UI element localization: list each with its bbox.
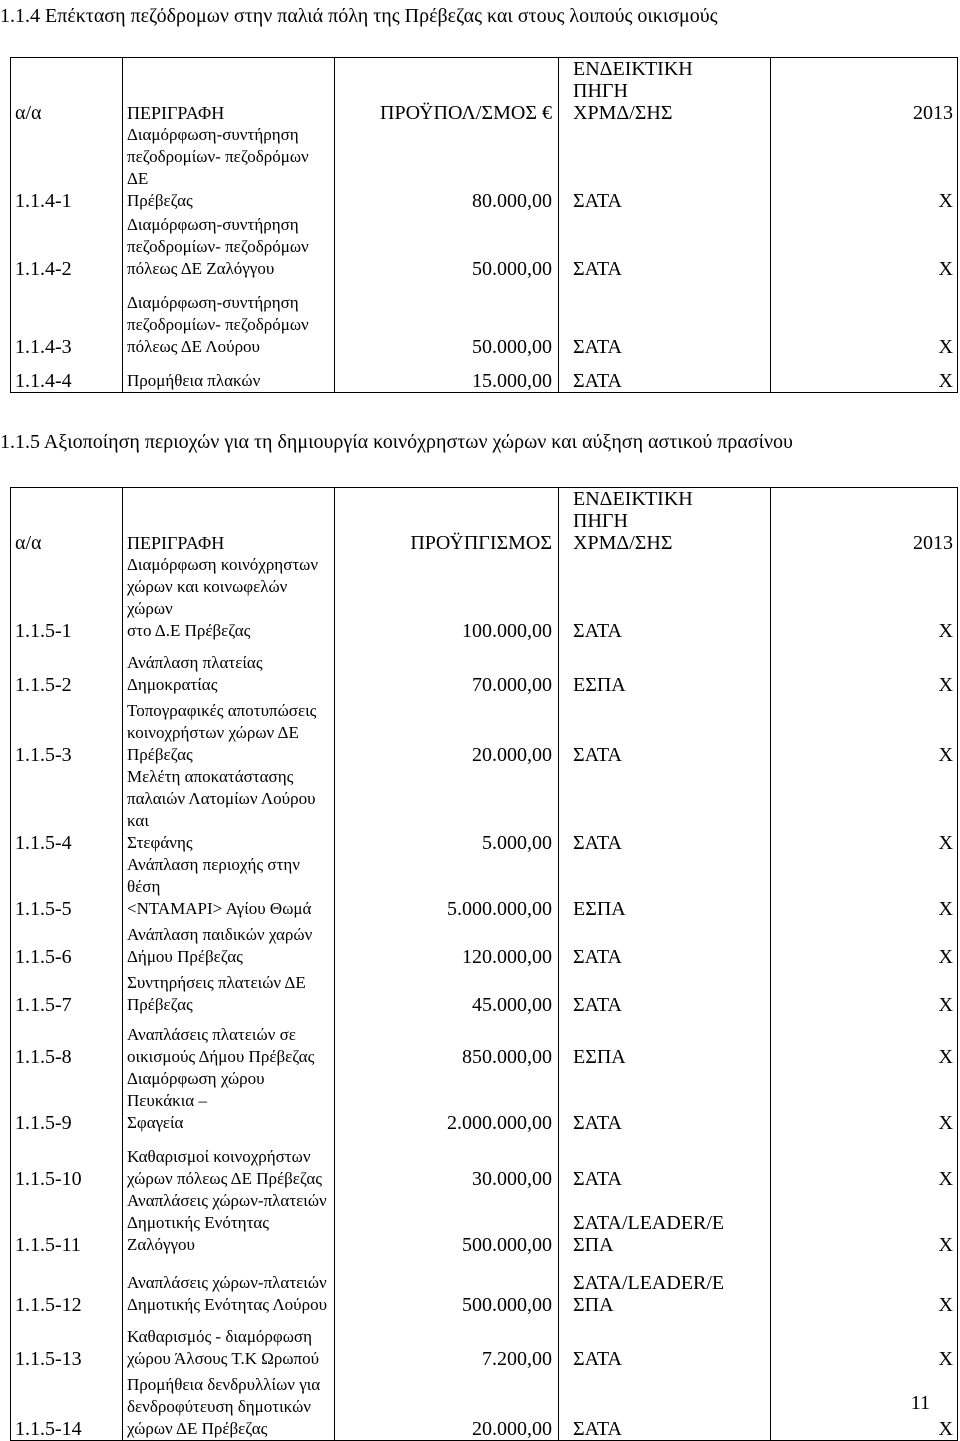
table-row [11,1068,958,1134]
row-description [123,920,335,968]
row-source-line: ΣΑΤΑ [573,1348,622,1370]
row-year-mark: Χ [771,642,958,696]
row-description [123,766,335,854]
table-header-row [11,58,958,125]
table-row [11,854,958,920]
row-source [559,854,771,920]
row-id: 1.1.5-3 [11,696,123,766]
row-year-mark: Χ [771,212,958,280]
header-source [559,488,771,555]
row-amount: 50.000,00 [335,212,559,280]
row-description [123,124,335,212]
row-id: 1.1.5-8 [11,1016,123,1068]
row-description-line: Καθαρισμός - διαμόρφωση [127,1327,312,1346]
header-source-line: ΧΡΜΔ/ΣΗΣ [573,102,673,124]
row-amount: 7.200,00 [335,1316,559,1370]
row-description [123,1016,335,1068]
row-description-line: Πρέβεζας [127,995,193,1014]
row-year-mark: Χ [771,1134,958,1190]
row-source-line: ΣΑΤΑ [573,832,622,854]
row-id: 1.1.4-1 [11,124,123,212]
header-year: 2013 [771,58,958,125]
row-id: 1.1.5-4 [11,766,123,854]
row-id: 1.1.5-6 [11,920,123,968]
header-source-line: ΕΝΔΕΙΚΤΙΚΗ [573,488,693,510]
row-description [123,642,335,696]
header-description: ΠΕΡΙΓΡΑΦΗ [123,58,335,125]
row-year-mark: Χ [771,1256,958,1316]
row-description-line: Διαμόρφωση χώρου Πευκάκια – [127,1069,265,1110]
row-amount: 20.000,00 [335,1370,559,1440]
row-description [123,1134,335,1190]
row-source-line: ΣΑΤΑ/LEADER/Ε [573,1212,725,1234]
row-description-line: Ανάπλαση παιδικών χαρών [127,925,313,944]
row-description [123,1316,335,1370]
row-source-line: ΣΠΑ [573,1234,614,1256]
row-description-line: Δημοτικής Ενότητας Ζαλόγγου [127,1213,270,1254]
row-source [559,1316,771,1370]
row-id: 1.1.5-5 [11,854,123,920]
row-description-line: Διαμόρφωση-συντήρηση [127,293,299,312]
row-source-line: ΣΑΤΑ [573,744,622,766]
row-description-line: παλαιών Λατομίων Λούρου και [127,789,316,830]
row-source-line: ΣΑΤΑ [573,336,622,358]
row-source [559,1068,771,1134]
row-source-line: ΣΑΤΑ [573,258,622,280]
row-year-mark: Χ [771,968,958,1016]
table-header-row [11,488,958,555]
row-year-mark: Χ [771,696,958,766]
row-source [559,696,771,766]
row-description-line: χώρων ΔΕ Πρέβεζας [127,1418,268,1438]
row-year-mark: Χ [771,1370,958,1440]
row-amount: 70.000,00 [335,642,559,696]
row-source-line: ΣΑΤΑ [573,994,622,1016]
row-year-mark: Χ [771,854,958,920]
row-source-line: ΕΣΠΑ [573,1046,626,1068]
row-description-line: δενδροφύτευση δημοτικών [127,1396,311,1416]
row-amount: 30.000,00 [335,1134,559,1190]
table-row [11,1256,958,1316]
row-description-line: χώρων και κοινωφελών χώρων [127,577,288,618]
header-source-line: ΠΗΓΗ [573,80,628,102]
row-id: 1.1.5-10 [11,1134,123,1190]
row-source-line: ΣΑΤΑ [573,1112,622,1134]
header-id: α/α [11,488,123,555]
row-amount: 2.000.000,00 [335,1068,559,1134]
header-description: ΠΕΡΙΓΡΑΦΗ [123,488,335,555]
row-id: 1.1.4-4 [11,358,123,392]
row-year-mark: Χ [771,124,958,212]
row-source [559,1134,771,1190]
row-description-line: στο Δ.Ε Πρέβεζας [127,621,251,640]
row-description-line: Αναπλάσεις χώρων-πλατειών [127,1273,327,1292]
row-amount: 5.000,00 [335,766,559,854]
row-description-line: πόλεως ΔΕ Ζαλόγγου [127,259,275,278]
row-source [559,1370,771,1440]
table-row [11,766,958,854]
row-amount: 850.000,00 [335,1016,559,1068]
table-row [11,1134,958,1190]
row-description-line: <ΝΤΑΜΑΡΙ> Αγίου Θωμά [127,899,312,918]
row-year-mark: Χ [771,1016,958,1068]
row-description-line: Διαμόρφωση κοινόχρηστων [127,555,319,574]
row-source-line: ΣΑΤΑ [573,1417,622,1440]
row-source-line: ΣΑΤΑ [573,946,622,968]
row-amount: 20.000,00 [335,696,559,766]
row-amount: 80.000,00 [335,124,559,212]
row-description-line: πεζοδρομίων- πεζοδρόμων ΔΕ [127,147,309,188]
row-description-line: Συντηρήσεις πλατειών ΔΕ [127,973,306,992]
table-row [11,124,958,212]
row-source [559,1016,771,1068]
row-description [123,280,335,358]
table-row [11,212,958,280]
header-budget: ΠΡΟΫΠΟΛ/ΣΜΟΣ € [335,58,559,125]
row-description-line: Πρέβεζας [127,191,193,210]
row-description-line: Διαμόρφωση-συντήρηση [127,125,299,144]
row-source-line: ΣΑΤΑ/LEADER/Ε [573,1272,725,1294]
table-row [11,1190,958,1256]
header-source-line: ΠΗΓΗ [573,510,628,532]
row-description-line: Αναπλάσεις πλατειών σε [127,1025,296,1044]
header-year: 2013 [771,488,958,555]
row-source [559,642,771,696]
row-description [123,1256,335,1316]
row-description-line: Μελέτη αποκατάστασης [127,767,294,786]
section-2-table [10,487,958,1441]
section-1-title: 1.1.4 Επέκταση πεζόδρομων στην παλιά πόλη της Πρέβεζας και στους λοιπούς οικισμούς [0,5,718,27]
row-description-line: πόλεως ΔΕ Λούρου [127,337,260,356]
table-row [11,920,958,968]
row-amount: 500.000,00 [335,1190,559,1256]
row-description-line: Σφαγεία [127,1113,184,1132]
row-year-mark: Χ [771,1316,958,1370]
header-budget: ΠΡΟΫΠΓΙΣΜΟΣ [335,488,559,555]
row-description [123,854,335,920]
section-2-title: 1.1.5 Αξιοποίηση περιοχών για τη δημιουργία κοινόχρηστων χώρων και αύξηση αστικού πρασίνου [0,431,793,453]
table-row [11,1370,958,1440]
row-source [559,1190,771,1256]
row-source-line: ΣΠΑ [573,1294,614,1316]
row-description [123,1068,335,1134]
header-source [559,58,771,125]
row-year-mark: Χ [771,554,958,642]
table-row [11,968,958,1016]
row-year-mark: Χ [771,1068,958,1134]
row-description-line: οικισμούς Δήμου Πρέβεζας [127,1047,315,1066]
row-amount: 5.000.000,00 [335,854,559,920]
row-description-line: Δήμου Πρέβεζας [127,947,243,966]
header-source-line: ΧΡΜΔ/ΣΗΣ [573,532,673,554]
row-description-line: Δημοτικής Ενότητας Λούρου [127,1295,327,1314]
row-description-line: Ανάπλαση πλατείας [127,653,263,672]
row-description [123,358,335,392]
row-year-mark: Χ [771,358,958,392]
row-year-mark: Χ [771,920,958,968]
row-id: 1.1.5-14 [11,1370,123,1440]
row-source-line: ΣΑΤΑ [573,369,622,392]
row-id: 1.1.4-2 [11,212,123,280]
row-description [123,968,335,1016]
row-source-line: ΕΣΠΑ [573,674,626,696]
row-id: 1.1.5-12 [11,1256,123,1316]
row-source [559,1256,771,1316]
row-description-line: Καθαρισμοί κοινοχρήστων [127,1147,311,1166]
row-description-line: χώρου Άλσους Τ.Κ Ωρωπού [127,1349,320,1368]
row-description-line: Στεφάνης [127,833,193,852]
table-row [11,1016,958,1068]
row-source [559,920,771,968]
row-description [123,1190,335,1256]
table-row [11,554,958,642]
table-row [11,642,958,696]
row-source-line: ΕΣΠΑ [573,898,626,920]
page-number: 11 [910,1392,930,1414]
row-id: 1.1.5-1 [11,554,123,642]
header-source-line: ΕΝΔΕΙΚΤΙΚΗ [573,58,693,80]
row-source [559,212,771,280]
row-description [123,696,335,766]
row-description [123,554,335,642]
row-id: 1.1.5-7 [11,968,123,1016]
section-1-table [10,57,958,393]
row-year-mark: Χ [771,766,958,854]
row-amount: 100.000,00 [335,554,559,642]
row-description-line: χώρων πόλεως ΔΕ Πρέβεζας [127,1169,322,1188]
row-source [559,280,771,358]
table-row [11,1316,958,1370]
row-description-line: Τοπογραφικές αποτυπώσεις [127,701,317,720]
row-source-line: ΣΑΤΑ [573,1168,622,1190]
header-id: α/α [11,58,123,125]
row-amount: 45.000,00 [335,968,559,1016]
row-year-mark: Χ [771,280,958,358]
row-description-line: Διαμόρφωση-συντήρηση [127,215,299,234]
row-description-line: Αναπλάσεις χώρων-πλατειών [127,1191,327,1210]
row-id: 1.1.5-9 [11,1068,123,1134]
row-source [559,968,771,1016]
row-description-line: Προμήθεια δενδρυλλίων για [127,1374,321,1394]
table-row [11,358,958,392]
row-description-line: Πρέβεζας [127,745,193,764]
row-description-line: Δημοκρατίας [127,675,218,694]
row-description [123,212,335,280]
row-id: 1.1.4-3 [11,280,123,358]
row-source [559,358,771,392]
row-source [559,124,771,212]
row-source-line: ΣΑΤΑ [573,620,622,642]
table-row [11,696,958,766]
row-source-line: ΣΑΤΑ [573,190,622,212]
row-id: 1.1.5-13 [11,1316,123,1370]
row-description-line: πεζοδρομίων- πεζοδρόμων [127,237,309,256]
row-description-line: πεζοδρομίων- πεζοδρόμων [127,315,309,334]
row-amount: 15.000,00 [335,358,559,392]
row-amount: 120.000,00 [335,920,559,968]
row-id: 1.1.5-11 [11,1190,123,1256]
row-source [559,766,771,854]
row-description-line: Προμήθεια πλακών [127,370,261,390]
row-description-line: κοινοχρήστων χώρων ΔΕ [127,723,299,742]
row-amount: 50.000,00 [335,280,559,358]
row-description [123,1370,335,1440]
row-description-line: Ανάπλαση περιοχής στην θέση [127,855,300,896]
row-amount: 500.000,00 [335,1256,559,1316]
row-id: 1.1.5-2 [11,642,123,696]
table-row [11,280,958,358]
row-year-mark: Χ [771,1190,958,1256]
row-source [559,554,771,642]
